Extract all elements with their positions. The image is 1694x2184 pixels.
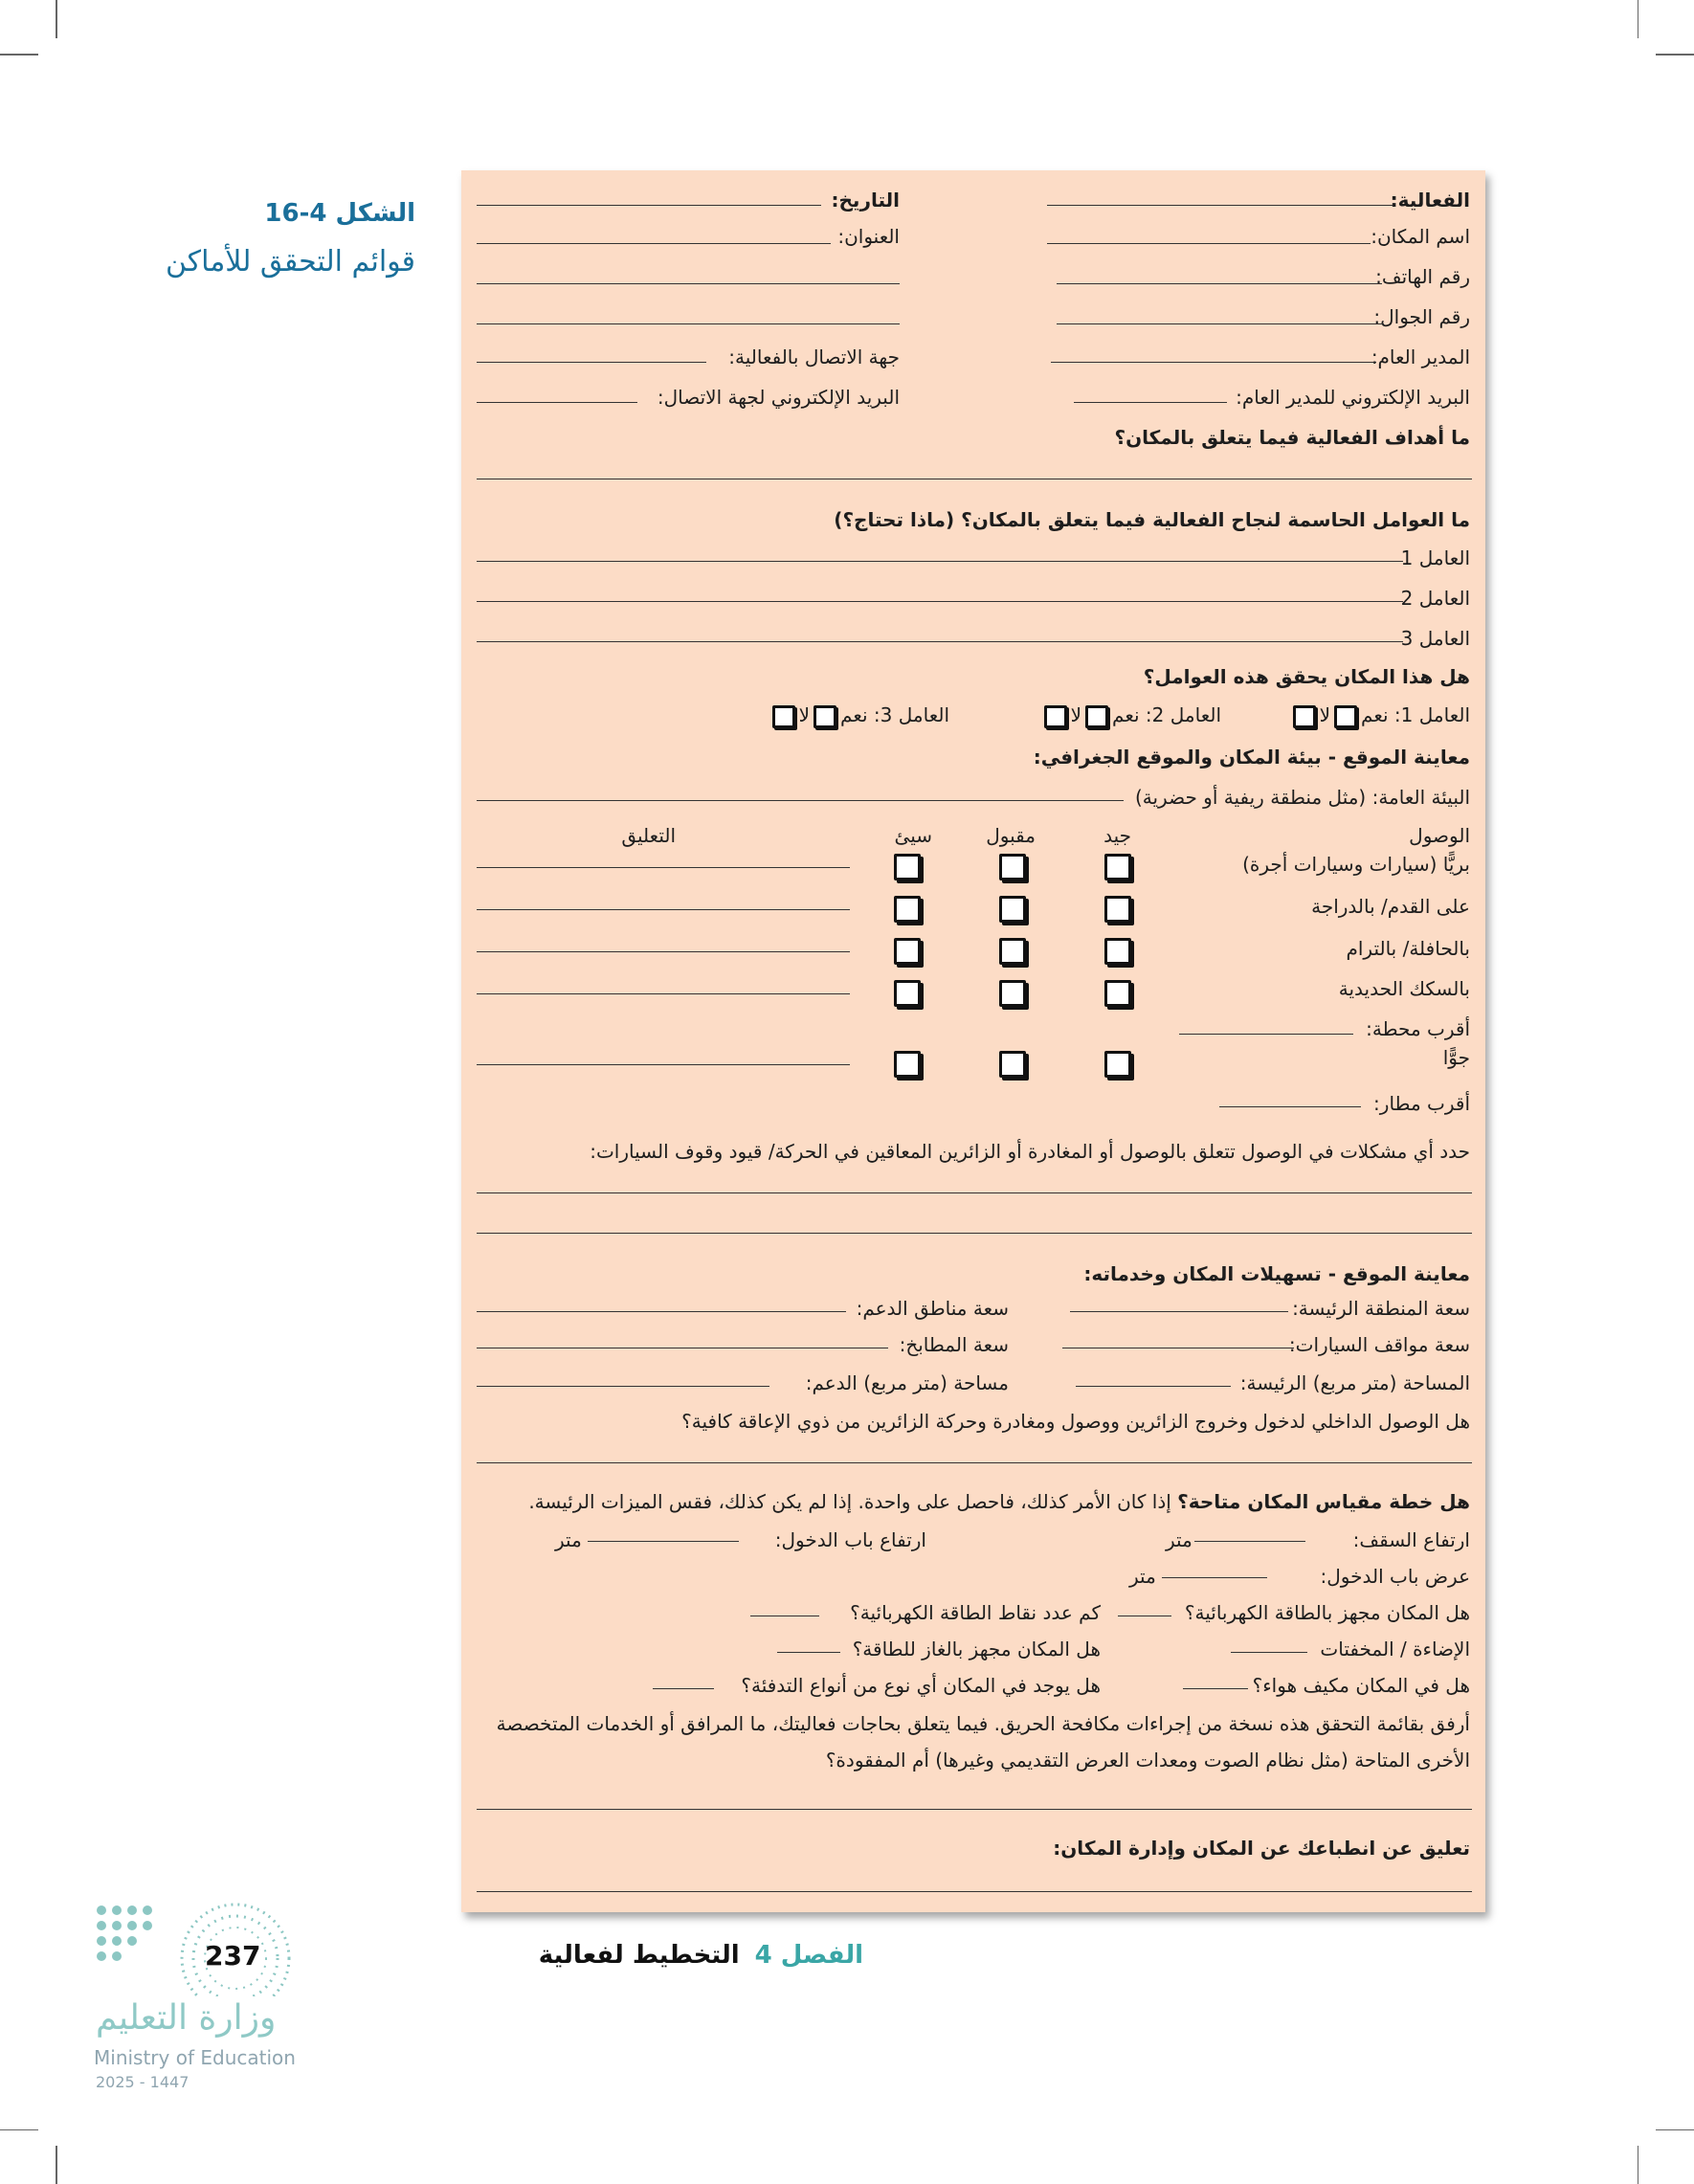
ceiling-unit: متر (1166, 1528, 1192, 1551)
plan-question-bold: هل خطة مقياس المكان متاحة؟ (1177, 1490, 1470, 1513)
factor-2-yes-label: العامل 2: نعم (1112, 703, 1221, 726)
factor-3-label: العامل 3 (1400, 627, 1470, 650)
factor-2-no-label: لا (1070, 703, 1082, 726)
address-label: العنوان: (837, 225, 900, 248)
mode-air-label: جوًّا (1442, 1046, 1470, 1069)
walk-acceptable-checkbox[interactable] (999, 896, 1026, 923)
power-points-question: كم عدد نقاط الطاقة الكهربائية؟ (850, 1601, 1101, 1624)
phone-field[interactable] (1057, 283, 1382, 284)
nearest-airport-label: أقرب مطار: (1373, 1092, 1470, 1115)
goals-question: ما أهداف الفعالية فيما يتعلق بالمكان؟ (1114, 426, 1470, 449)
plan-question-rest: إذا كان الأمر كذلك، فاحصل على واحدة. إذا لم يكن كذلك، فقس الميزات الرئيسة. (528, 1490, 1178, 1513)
address-field-2[interactable] (477, 283, 900, 284)
crop-mark (56, 2146, 57, 2184)
access-header: الوصول (1409, 824, 1470, 847)
heating-field[interactable] (653, 1688, 714, 1689)
ac-field[interactable] (1183, 1688, 1248, 1689)
heating-question: هل يوجد في المكان أي نوع من أنواع التدفئة؟ (741, 1674, 1101, 1697)
bad-header: سيئ (894, 824, 932, 847)
problems-field-2[interactable] (477, 1233, 1472, 1234)
door-width-field[interactable] (1162, 1577, 1267, 1578)
contact-email-field[interactable] (477, 402, 637, 403)
gm-label: المدير العام: (1371, 345, 1470, 368)
page-number: 237 (205, 1940, 261, 1972)
internal-access-question: هل الوصول الداخلي لدخول وخروج الزائرين ووصول ومغادرة وحركة الزائرين من ذوي الإعاقة كافية؟ (681, 1410, 1470, 1433)
factor-3-field[interactable] (477, 641, 1403, 642)
door-width-unit: متر (1129, 1565, 1156, 1588)
venue-name-label: اسم المكان: (1371, 225, 1470, 248)
environment-label: البيئة العامة: (مثل منطقة ريفية أو حضرية) (1134, 786, 1470, 809)
impression-question: تعليق عن انطباعك عن المكان وإدارة المكان: (1053, 1837, 1470, 1860)
problems-field-1[interactable] (477, 1192, 1472, 1193)
venue-checklist-form (461, 170, 1485, 1912)
factor-3-yes-label: العامل 3: نعم (840, 703, 949, 726)
mode-rail-label: بالسكك الحديدية (1338, 977, 1470, 1000)
ceiling-field[interactable] (1194, 1541, 1305, 1542)
mode-walk-label: على القدم/ بالدراجة (1311, 895, 1470, 918)
address-field-3[interactable] (477, 323, 900, 324)
door-height-field[interactable] (588, 1541, 739, 1542)
problems-question: حدد أي مشكلات في الوصول تتعلق بالوصول أو المغادرة أو الزائرين المعاقين في الحركة/ قيود وقوف السيارات: (590, 1140, 1470, 1163)
factor-2-yes-checkbox[interactable] (1085, 705, 1108, 728)
bus-comment-field[interactable] (477, 951, 850, 952)
walk-bad-checkbox[interactable] (894, 896, 921, 923)
chapter-footer (539, 1941, 863, 1970)
rail-comment-field[interactable] (477, 993, 850, 994)
main-area-field[interactable] (1076, 1386, 1231, 1387)
factor-3-no-checkbox[interactable] (772, 705, 795, 728)
chapter-title: التخطيط لفعالية (538, 1941, 740, 1970)
contact-field[interactable] (477, 362, 706, 363)
gm-field[interactable] (1051, 362, 1376, 363)
comment-header: التعليق (621, 824, 676, 847)
ministry-year: 2025 - 1447 (96, 2073, 189, 2091)
impression-field[interactable] (477, 1891, 1472, 1892)
environment-field[interactable] (477, 800, 1124, 801)
rail-bad-checkbox[interactable] (894, 980, 921, 1007)
mobile-field[interactable] (1057, 323, 1384, 324)
lighting-field[interactable] (1231, 1652, 1307, 1653)
support-area-label: مساحة (متر مربع) الدعم: (805, 1371, 1009, 1394)
crop-mark (56, 0, 57, 38)
crop-mark (1638, 0, 1639, 38)
gm-email-field[interactable] (1074, 402, 1227, 403)
ceiling-label: ارتفاع السقف: (1352, 1528, 1470, 1551)
address-field[interactable] (477, 243, 831, 244)
good-header: جيد (1103, 824, 1131, 847)
ac-question: هل في المكان مكيف هواء؟ (1252, 1674, 1470, 1697)
acceptable-header: مقبول (986, 824, 1036, 847)
site-geo-heading: معاينة الموقع - بيئة المكان والموقع الجغرافي: (1033, 746, 1470, 769)
nearest-station-label: أقرب محطة: (1366, 1017, 1470, 1040)
gm-email-label: البريد الإلكتروني للمدير العام: (1236, 386, 1470, 409)
date-field[interactable] (477, 205, 821, 206)
achieve-question: هل هذا المكان يحقق هذه العوامل؟ (1143, 665, 1470, 688)
factor-1-yes-label: العامل 1: نعم (1361, 703, 1470, 726)
power-question: هل المكان مجهز بالطاقة الكهربائية؟ (1184, 1601, 1470, 1624)
lighting-label: الإضاءة / المخفتات (1320, 1638, 1470, 1660)
factors-question: ما العوامل الحاسمة لنجاح الفعالية فيما يتعلق بالمكان؟ (ماذا تحتاج؟) (834, 508, 1470, 531)
factor-2-label: العامل 2 (1400, 587, 1470, 610)
contact-email-label: البريد الإلكتروني لجهة الاتصال: (657, 386, 900, 409)
rail-good-checkbox[interactable] (1104, 980, 1131, 1007)
factor-2-no-checkbox[interactable] (1044, 705, 1067, 728)
bus-acceptable-checkbox[interactable] (999, 938, 1026, 965)
air-acceptable-checkbox[interactable] (999, 1051, 1026, 1078)
factor-1-field[interactable] (477, 561, 1403, 562)
crop-mark (1656, 2129, 1694, 2131)
factor-1-answer (1289, 702, 1470, 728)
kitchen-capacity-label: سعة المطابخ: (899, 1333, 1009, 1356)
contact-label: جهة الاتصال بالفعالية: (728, 345, 900, 368)
facilities-heading: معاينة الموقع - تسهيلات المكان وخدماته: (1083, 1262, 1470, 1285)
crop-mark (1638, 2146, 1639, 2184)
factor-2-field[interactable] (477, 601, 1403, 602)
support-area-field[interactable] (477, 1386, 769, 1387)
mode-bus-label: بالحافلة/ بالترام (1346, 937, 1470, 960)
crop-mark (1656, 54, 1694, 56)
nearest-airport-field[interactable] (1219, 1106, 1361, 1107)
road-comment-field[interactable] (477, 867, 850, 868)
attach-line-1: أرفق بقائمة التحقق هذه نسخة من إجراءات مكافحة الحريق. فيما يتعلق بحاجات فعاليتك، ما المرافق أو الخدمات المتخصصة (496, 1712, 1470, 1735)
chapter-number: الفصل 4 (754, 1941, 863, 1970)
ministry-name-arabic: وزارة التعليم (96, 1998, 277, 2038)
road-bad-checkbox[interactable] (894, 854, 921, 880)
ministry-logo-icon (92, 1891, 302, 1996)
door-width-label: عرض باب الدخول: (1320, 1565, 1470, 1588)
figure-title: قوائم التحقق للأماكن (165, 245, 415, 279)
road-good-checkbox[interactable] (1104, 854, 1131, 880)
factor-2-answer (1040, 702, 1221, 728)
gas-question: هل المكان مجهز بالغاز للطاقة؟ (852, 1638, 1101, 1660)
walk-comment-field[interactable] (477, 909, 850, 910)
road-acceptable-checkbox[interactable] (999, 854, 1026, 880)
mobile-label: رقم الجوال: (1373, 305, 1470, 328)
door-height-unit: متر (555, 1528, 582, 1551)
phone-label: رقم الهاتف: (1375, 265, 1470, 288)
factor-3-answer (769, 702, 949, 728)
parking-capacity-label: سعة مواقف السيارات: (1288, 1333, 1470, 1356)
air-comment-field[interactable] (477, 1064, 850, 1065)
mode-road-label: بريًّا (سيارات وسيارات أجرة) (1242, 853, 1470, 876)
factor-1-no-checkbox[interactable] (1293, 705, 1316, 728)
main-area-label: المساحة (متر مربع) الرئيسة: (1239, 1371, 1470, 1394)
bus-good-checkbox[interactable] (1104, 938, 1131, 965)
factor-1-yes-checkbox[interactable] (1334, 705, 1357, 728)
internal-access-field[interactable] (477, 1462, 1472, 1463)
support-capacity-label: سعة مناطق الدعم: (856, 1297, 1009, 1320)
rail-acceptable-checkbox[interactable] (999, 980, 1026, 1007)
attach-field[interactable] (477, 1809, 1472, 1810)
air-bad-checkbox[interactable] (894, 1051, 921, 1078)
factor-3-yes-checkbox[interactable] (814, 705, 836, 728)
main-capacity-label: سعة المنطقة الرئيسة: (1292, 1297, 1470, 1320)
ministry-name-english: Ministry of Education (94, 2046, 296, 2069)
plan-question (528, 1489, 1470, 1514)
figure-number: الشكل 4-16 (264, 199, 415, 228)
bus-bad-checkbox[interactable] (894, 938, 921, 965)
date-label: التاريخ: (831, 189, 900, 212)
nearest-station-field[interactable] (1179, 1034, 1353, 1035)
crop-mark (0, 2129, 38, 2131)
factor-1-no-label: لا (1319, 703, 1331, 726)
attach-line-2: الأخرى المتاحة (مثل نظام الصوت ومعدات العرض التقديمي وغيرها) أم المفقودة؟ (825, 1749, 1470, 1772)
factor-3-no-label: لا (798, 703, 811, 726)
event-label: الفعالية: (1390, 189, 1470, 212)
factor-1-label: العامل 1 (1400, 546, 1470, 569)
air-good-checkbox[interactable] (1104, 1051, 1131, 1078)
door-height-label: ارتفاع باب الدخول: (774, 1528, 926, 1551)
gas-field[interactable] (777, 1652, 840, 1653)
walk-good-checkbox[interactable] (1104, 896, 1131, 923)
event-field[interactable] (1047, 205, 1393, 206)
crop-mark (0, 54, 38, 56)
venue-name-field[interactable] (1047, 243, 1371, 244)
support-capacity-field[interactable] (477, 1311, 846, 1312)
main-capacity-field[interactable] (1070, 1311, 1288, 1312)
